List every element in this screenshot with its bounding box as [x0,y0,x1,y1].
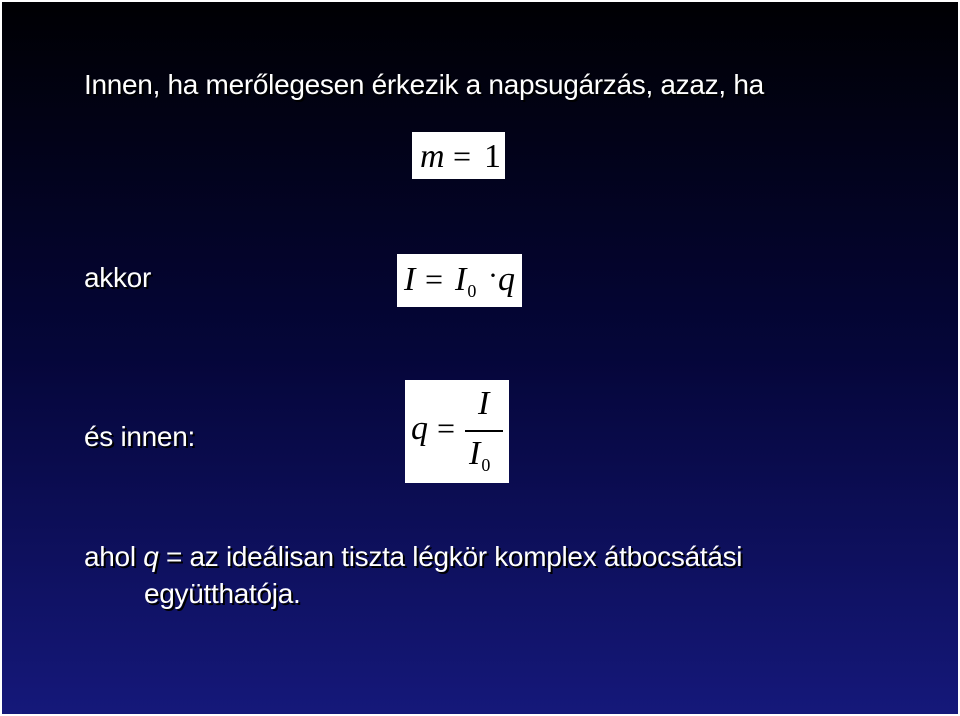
formula-m-eq: = [453,138,472,174]
formula-i-equals-i0-q [397,254,522,307]
slide [2,2,958,714]
formula-q-lhs: q [411,410,428,447]
formula-i-lhs: I [404,261,416,298]
es-innen-label: és innen: [84,421,195,452]
akkor-label: akkor [84,262,151,293]
fraction-bar [465,430,503,432]
formula-i0-sub: 0 [467,281,477,301]
formula-m-equals-1 [412,132,505,179]
formula-q-eq: = [437,410,456,446]
formula-numerator: I [478,385,490,422]
definition-line-1 [84,541,742,573]
formula-i-eq: = [425,261,444,297]
formula-i0 [455,261,476,299]
definition-line-2: együtthatója. [144,578,301,609]
intro-text: Innen, ha merőlegesen érkezik a napsugárzás, azaz, ha [84,69,764,100]
formula-m-lhs: m [420,138,445,175]
formula-i0-base: I [455,261,467,298]
definition-variable-q: q [143,541,159,572]
formula-q-fraction [405,380,509,483]
formula-m-rhs: 1 [484,138,501,175]
formula-q-factor: q [498,261,515,298]
formula-denominator [469,435,490,473]
formula-dot: · [488,259,498,292]
formula-denominator-sub: 0 [481,455,491,475]
definition-rest: = az ideálisan tiszta légkör komplex átbocsátási [158,541,743,572]
formula-denominator-base: I [469,435,481,472]
definition-prefix: ahol [84,541,144,572]
